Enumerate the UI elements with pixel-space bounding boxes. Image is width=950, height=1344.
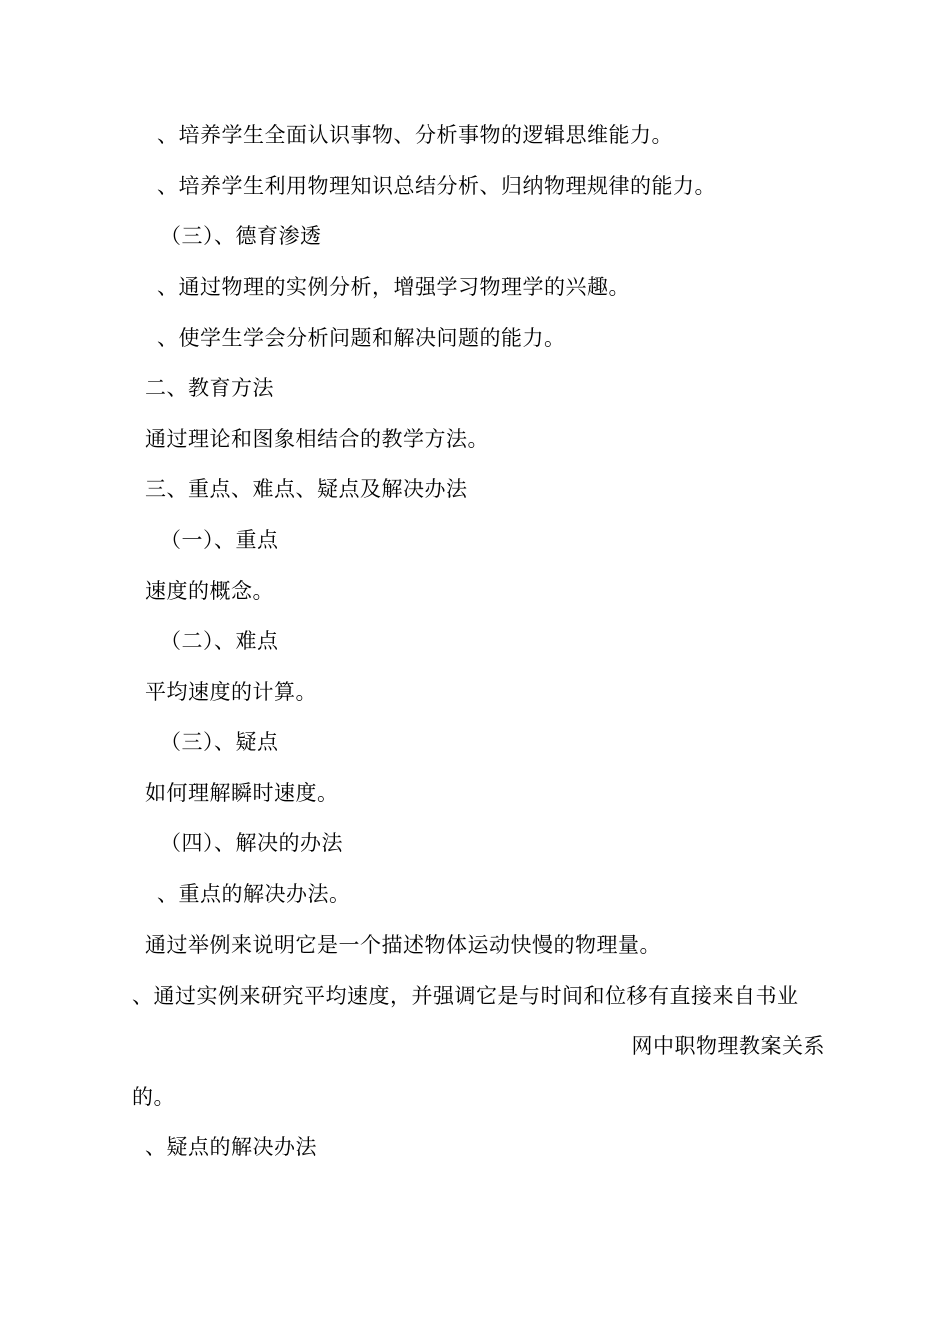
- text-line-19: 网中职物理教案关系: [631, 1034, 825, 1058]
- text-line-10: 速度的概念。: [145, 579, 274, 603]
- text-line-21: 、疑点的解决办法: [145, 1135, 317, 1159]
- heading-education-method: 二、教育方法: [145, 376, 274, 400]
- subheading-difficulty: （二）、难点: [160, 629, 279, 653]
- text-line-1: 、培养学生全面认识事物、分析事物的逻辑思维能力。: [157, 123, 673, 147]
- text-line-5: 、使学生学会分析问题和解决问题的能力。: [157, 326, 566, 350]
- text-line-17: 通过举例来说明它是一个描述物体运动快慢的物理量。: [145, 933, 661, 957]
- subheading-solution: （四）、解决的办法: [160, 831, 343, 855]
- subheading-key: （一）、重点: [160, 528, 279, 552]
- heading-key-points: 三、重点、难点、疑点及解决办法: [145, 477, 468, 501]
- section-heading-moral: （三）、德育渗透: [160, 224, 322, 248]
- text-line-4: 、通过物理的实例分析，增强学习物理学的兴趣。: [157, 275, 630, 299]
- text-line-14: 如何理解瞬时速度。: [145, 781, 339, 805]
- text-line-18: 、通过实例来研究平均速度，并强调它是与时间和位移有直接来自书业: [132, 984, 799, 1008]
- text-line-2: 、培养学生利用物理知识总结分析、归纳物理规律的能力。: [157, 174, 716, 198]
- subheading-doubt: （三）、疑点: [160, 730, 279, 754]
- text-line-20: 的。: [132, 1085, 175, 1109]
- text-line-16: 、重点的解决办法。: [157, 882, 351, 906]
- text-line-12: 平均速度的计算。: [145, 680, 317, 704]
- text-line-7: 通过理论和图象相结合的教学方法。: [145, 427, 489, 451]
